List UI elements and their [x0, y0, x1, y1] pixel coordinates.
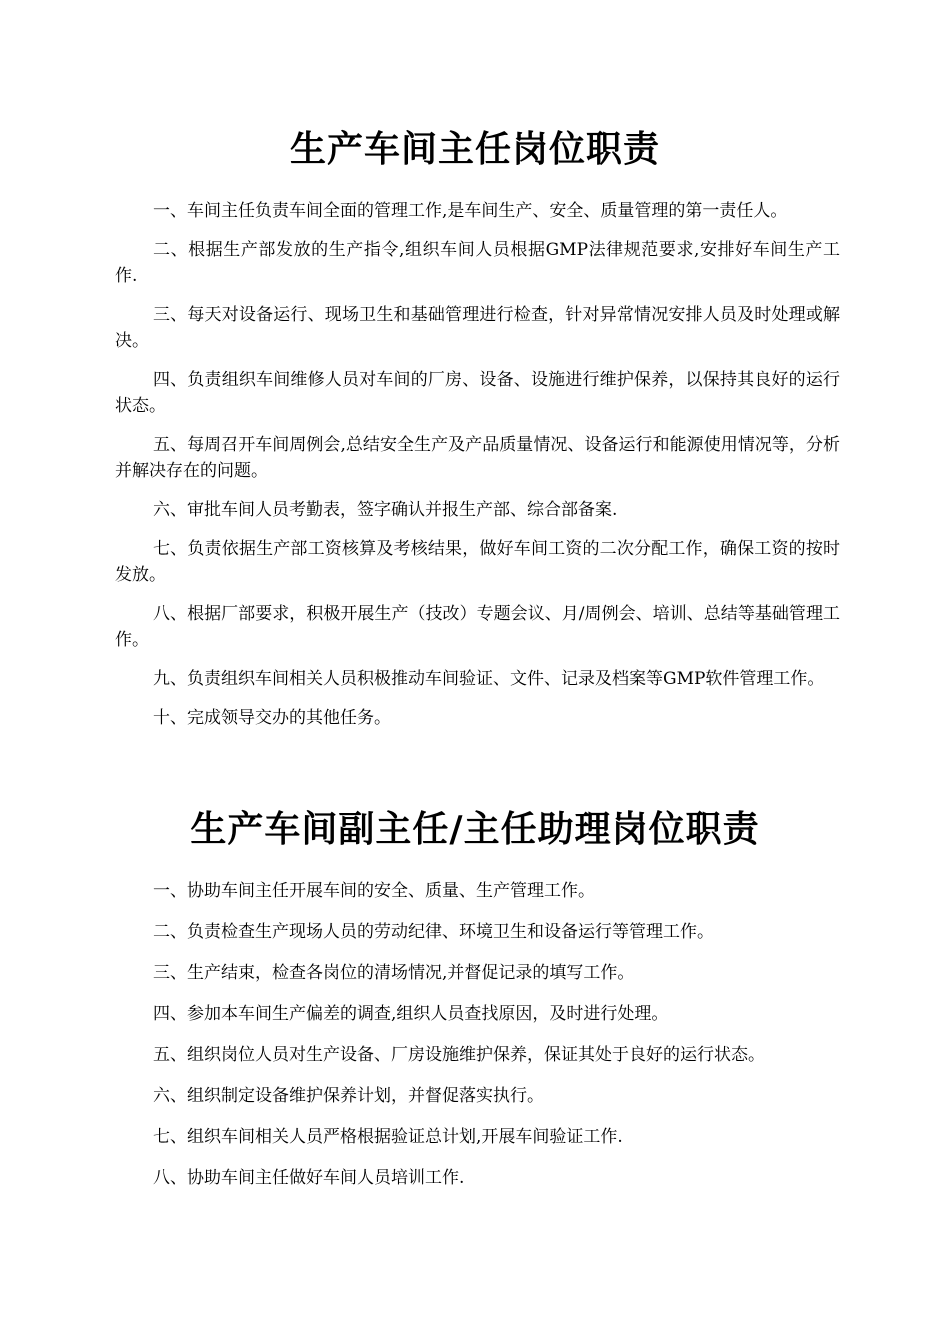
duty-item: 七、负责依据生产部工资核算及考核结果，做好车间工资的二次分配工作，确保工资的按时发放。 — [115, 539, 840, 585]
duty-item: 十、完成领导交办的其他任务。 — [153, 708, 391, 728]
duty-item: 一、车间主任负责车间全面的管理工作,是车间生产、安全、质量管理的第一责任人。 — [153, 201, 788, 221]
section-title-director: 生产车间主任岗位职责 — [289, 129, 660, 170]
director-duties-list — [115, 198, 840, 744]
duty-item: 五、组织岗位人员对生产设备、厂房设施维护保养，保证其处于良好的运行状态。 — [153, 1045, 765, 1065]
duty-item: 二、负责检查生产现场人员的劳动纪律、环境卫生和设备运行等管理工作。 — [153, 922, 714, 942]
duty-item: 五、每周召开车间周例会,总结安全生产及产品质量情况、设备运行和能源使用情况等，分析并解决存在的问题。 — [115, 435, 840, 481]
duty-item: 三、每天对设备运行、现场卫生和基础管理进行检查，针对异常情况安排人员及时处理或解决。 — [115, 305, 840, 351]
duty-item: 二、根据生产部发放的生产指令,组织车间人员根据GMP法律规范要求,安排好车间生产工作. — [115, 240, 840, 286]
duty-item: 四、负责组织车间维修人员对车间的厂房、设备、设施进行维护保养，以保持其良好的运行状态。 — [115, 370, 840, 416]
duty-item: 六、审批车间人员考勤表，签字确认并报生产部、综合部备案. — [153, 500, 618, 520]
duty-item: 一、协助车间主任开展车间的安全、质量、生产管理工作。 — [153, 881, 595, 901]
section-title-deputy-director: 生产车间副主任/主任助理岗位职责 — [190, 809, 760, 850]
duty-item: 七、组织车间相关人员严格根据验证总计划,开展车间验证工作. — [153, 1127, 623, 1147]
duty-item: 八、根据厂部要求，积极开展生产（技改）专题会议、月/周例会、培训、总结等基础管理工作。 — [115, 604, 840, 650]
duty-item: 三、生产结束，检查各岗位的清场情况,并督促记录的填写工作。 — [153, 963, 635, 983]
duty-item: 四、参加本车间生产偏差的调查,组织人员查找原因，及时进行处理。 — [153, 1004, 669, 1024]
duty-item: 六、组织制定设备维护保养计划，并督促落实执行。 — [153, 1086, 544, 1106]
duty-item: 八、协助车间主任做好车间人员培训工作. — [153, 1168, 465, 1188]
duty-item: 九、负责组织车间相关人员积极推动车间验证、文件、记录及档案等GMP软件管理工作。 — [153, 669, 825, 689]
deputy-duties-list — [115, 878, 840, 1206]
